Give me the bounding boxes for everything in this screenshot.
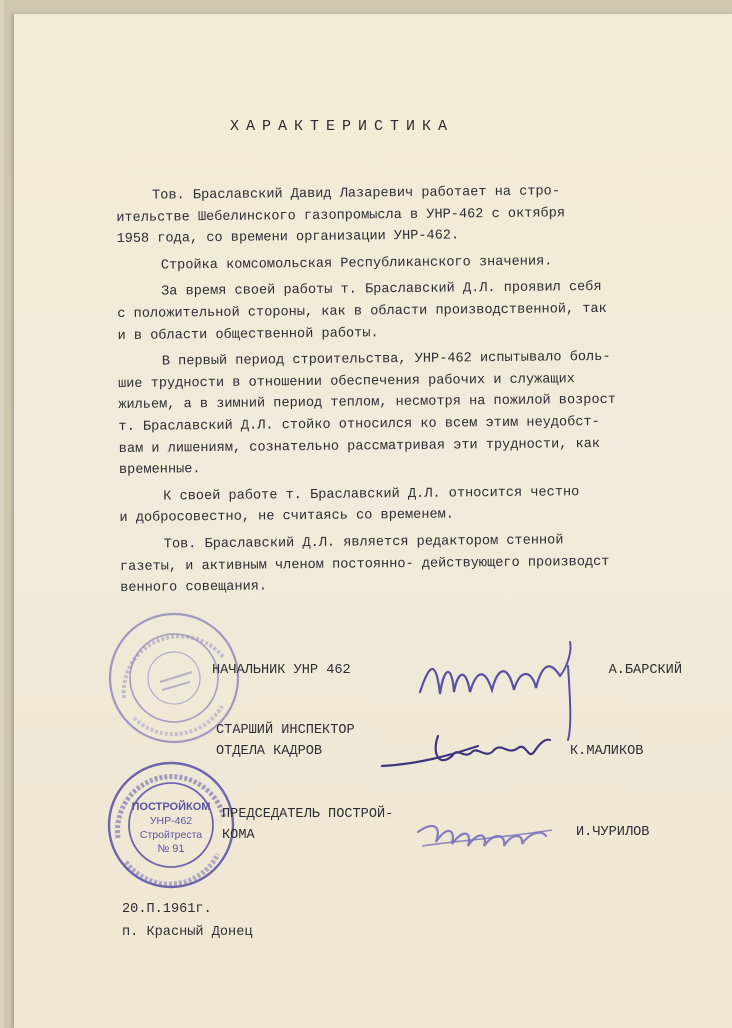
stamp-line-1: ПОСТРОЙКОМ <box>131 801 211 813</box>
handwritten-signature-chairman <box>412 808 572 868</box>
stamp-line-3: Стройтреста <box>139 829 203 841</box>
chairman-name: И.ЧУРИЛОВ <box>576 825 650 840</box>
document-place: п. Красный Донец <box>122 925 253 940</box>
paragraph-3: За время своей работы т. Браславский Д.Л. проявил себя с положительной стороны, как в области производственной, так и в области общественной работы. <box>117 280 607 344</box>
chairman-title-line-1: ПРЕДСЕДАТЕЛЬ ПОСТРОЙ- <box>222 807 394 822</box>
head-name: А.БАРСКИЙ <box>608 663 682 678</box>
paragraph-6: Тов. Браславский Д.Л. является редактором стенной газеты, и активным членом постоянно- действующего производст венного совещания. <box>119 533 610 597</box>
stamp-line-4: № 91 <box>157 843 185 855</box>
paragraph-2: Стройка комсомольская Республиканского значения. <box>160 254 553 274</box>
stamp-line-2: УНР-462 <box>149 815 193 827</box>
handwritten-signature-inspector <box>378 716 578 786</box>
date-and-place <box>122 898 253 944</box>
head-title: НАЧАЛЬНИК УНР 462 <box>212 663 351 678</box>
inspector-title <box>216 720 355 762</box>
paragraph-4: В первый период строительства, УНР-462 испытывало боль- шие трудности в отношении обеспечения рабочих и служащих жильем, а в зимний период теплом, несмотря на пожилой возрост т. Браславский Д.Л. стойко относился ко всем этим неудобст- вам и лишениям, сознательно рассматривая эти трудности, как временные. <box>117 349 616 479</box>
chairman-title-line-2: КОМА <box>222 828 255 843</box>
paragraph-5: К своей работе т. Браславский Д.Л. относится честно и добросовестно, не считаясь со временем. <box>119 484 580 527</box>
inspector-title-line-2: ОТДЕЛА КАДРОВ <box>216 744 323 759</box>
inspector-name: К.МАЛИКОВ <box>570 744 644 759</box>
document-title: ХАРАКТЕРИСТИКА <box>230 118 455 135</box>
document-body <box>116 180 720 605</box>
round-stamp-postroykom <box>104 758 238 892</box>
chairman-title <box>222 804 393 846</box>
document-date: 20.П.1961г. <box>122 902 212 917</box>
inspector-title-line-1: СТАРШИЙ ИНСПЕКТОР <box>216 723 355 738</box>
paragraph-1: Тов. Браславский Давид Лазаревич работает на стро- ительстве Шебелинского газопромысла в УНР-462 с октября 1958 года, со времени организации УНР-462. <box>116 184 566 248</box>
